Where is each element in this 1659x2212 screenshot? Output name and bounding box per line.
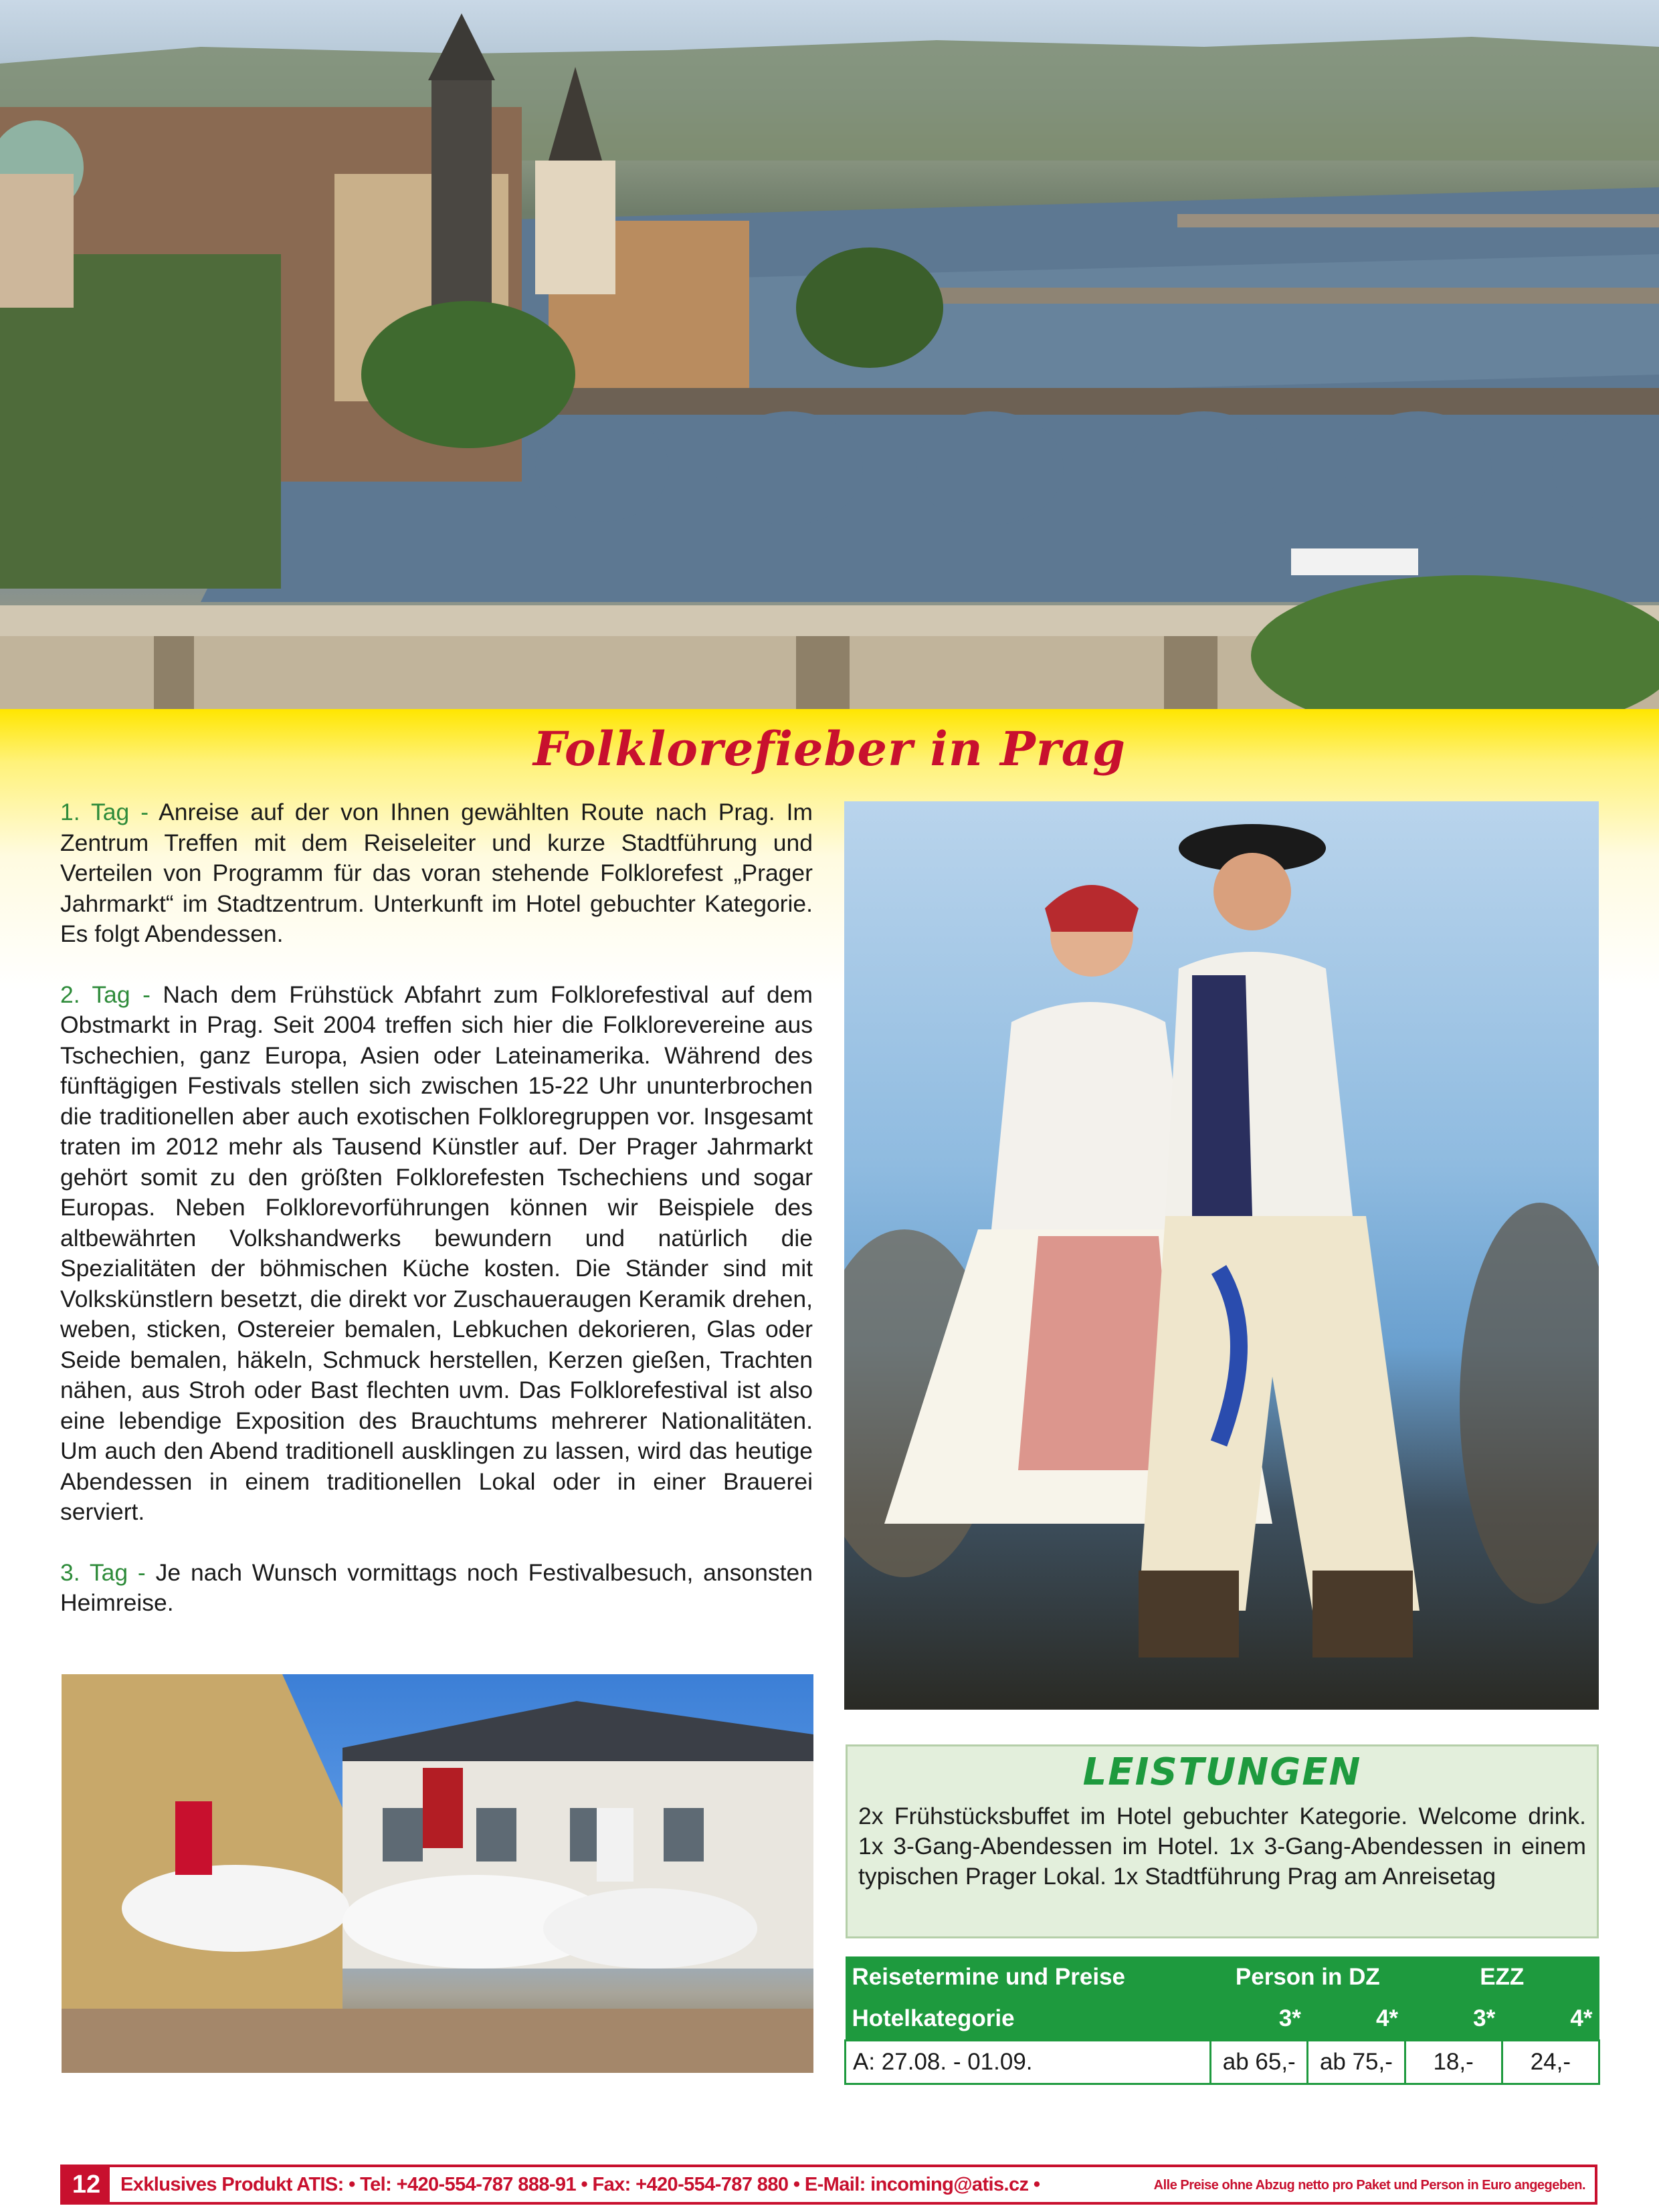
- prague-panorama-drawing: [0, 0, 1659, 709]
- footer-bar: [60, 2165, 1597, 2205]
- price-ezz-3-star: 18,-: [1405, 2041, 1502, 2084]
- header-ezz: EZZ: [1405, 1956, 1599, 1998]
- stage-dance-drawing: [62, 1674, 813, 2073]
- price-table: [844, 1956, 1600, 2085]
- header-ezz-3-star: 3*: [1405, 1998, 1502, 2041]
- leistungen-box: [846, 1744, 1599, 1938]
- prague-panorama-photo: [0, 0, 1659, 709]
- stage-dance-photo: [62, 1674, 813, 2073]
- price-table-header-row-2: [846, 1998, 1599, 2041]
- header-dates-prices: Reisetermine und Preise: [846, 1956, 1211, 1998]
- day-2-label: 2. Tag -: [60, 981, 151, 1008]
- price-ezz-4-star: 24,-: [1502, 2041, 1599, 2084]
- header-dz-3-star: 3*: [1211, 1998, 1308, 2041]
- day-1-label: 1. Tag -: [60, 799, 149, 825]
- day-3-paragraph: [60, 1558, 813, 1619]
- folk-dancers-drawing: [844, 801, 1599, 1710]
- day-3-label: 3. Tag -: [60, 1559, 146, 1586]
- footer-price-note: Alle Preise ohne Abzug netto pro Paket und Person in Euro angegeben.: [1153, 2178, 1585, 2193]
- folk-dancers-photo: [844, 801, 1599, 1710]
- day-2-paragraph: [60, 980, 813, 1528]
- day-3-text: Je nach Wunsch vormittags noch Festivalbesuch, ansonsten Heimreise.: [60, 1559, 813, 1616]
- leistungen-title: LEISTUNGEN: [1082, 1750, 1362, 1794]
- header-ezz-4-star: 4*: [1502, 1998, 1599, 2041]
- itinerary-text: [60, 797, 813, 1649]
- day-1-paragraph: [60, 797, 813, 950]
- header-dz-4-star: 4*: [1308, 1998, 1405, 2041]
- price-dz-4-star: ab 75,-: [1308, 2041, 1405, 2084]
- page-title: Folklorefieber in Prag: [533, 721, 1126, 777]
- header-person-dz: Person in DZ: [1211, 1956, 1405, 1998]
- table-row: [846, 2041, 1599, 2084]
- price-table-header-row-1: [846, 1956, 1599, 1998]
- day-2-text: Nach dem Frühstück Abfahrt zum Folklorefestival auf dem Obstmarkt in Prag. Seit 2004 treffen sich hier die Folklorevereine aus Tschechien, ganz Europa, Asien oder Lateinamerika. Während des fünftägigen Festivals stellen sich zwischen 15-22 Uhr ununterbrochen die traditionellen aber auch exotischen Folkloregruppen vor. Insgesamt traten im 2012 mehr als Tausend Künstler auf. Der Prager Jahrmarkt gehört somit zu den größten Folklorefesten Tschechiens und sogar Europas. Neben Folklorevorführungen können wir Beispiele des altbewährten Volkshandwerks bewundern und natürlich die Spezialitäten der böhmischen Küche kosten. Die Ständer sind mit Volkskünstlern besetzt, die direkt vor Zuschaueraugen Keramik drehen, weben, sticken, Ostereier bemalen, Lebkuchen dekorieren, Glas oder Seide bemalen, häkeln, Schmuck herstellen, Kerzen gießen, Trachten nähen, aus Stroh oder Bast flechten uvm. Das Folklorefestival ist also eine lebendige Exposition des Brauchtums mehrerer Nationalitäten. Um auch den Abend traditionell ausklingen zu lassen, wird das heutige Abendessen in einem traditionellen Lokal oder in einer Brauerei serviert.: [60, 981, 813, 1525]
- date-range-cell: A: 27.08. - 01.09.: [846, 2041, 1211, 2084]
- day-1-text: Anreise auf der von Ihnen gewählten Route nach Prag. Im Zentrum Treffen mit dem Reiseleiter und kurze Stadtführung und Verteilen von Programm für das voran stehende Folklorefest „Prager Jahrmarkt“ im Stadtzentrum. Unterkunft im Hotel gebuchter Kategorie. Es folgt Abendessen.: [60, 799, 813, 947]
- footer-contact: Exklusives Produkt ATIS: • Tel: +420-554-787 888-91 • Fax: +420-554-787 880 • E-Mail: incoming@atis.cz •: [120, 2174, 1040, 2195]
- header-hotel-category: Hotelkategorie: [846, 1998, 1211, 2041]
- price-dz-3-star: ab 65,-: [1211, 2041, 1308, 2084]
- page-number: 12: [63, 2167, 110, 2202]
- leistungen-text: 2x Frühstücksbuffet im Hotel gebuchter Kategorie. Welcome drink. 1x 3-Gang-Abendessen im Hotel. 1x 3-Gang-Abendessen in einem typischen Prager Lokal. 1x Stadtführung Prag am Anreisetag: [858, 1803, 1586, 1890]
